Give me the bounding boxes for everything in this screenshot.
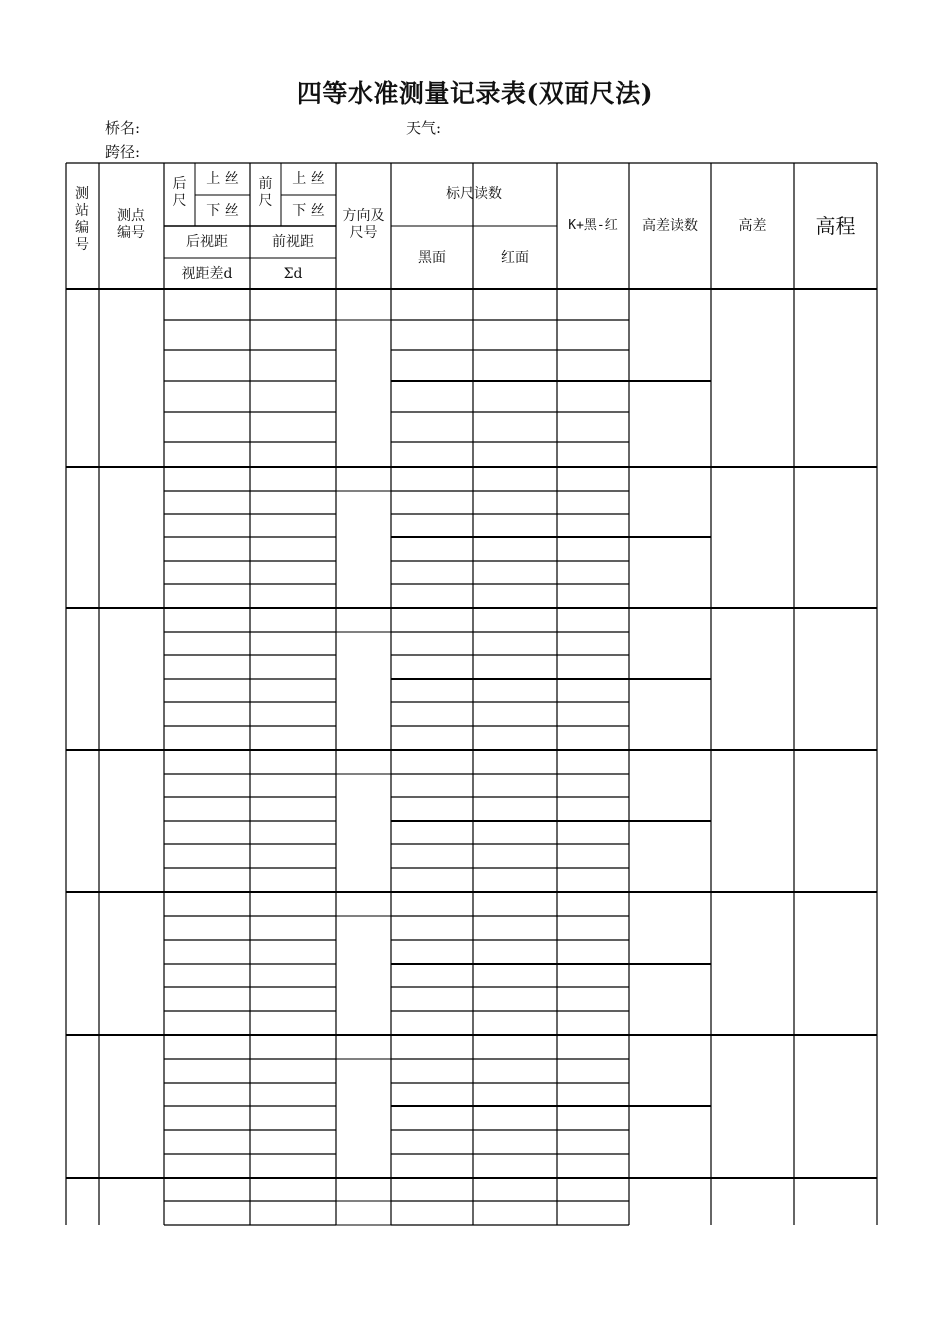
front-sight-distance-header: 前视距 xyxy=(272,234,314,250)
sum-d-header: Σd xyxy=(283,266,303,282)
point-number-header: 测点 编号 xyxy=(117,208,145,241)
elevation-header: 高程 xyxy=(815,214,856,238)
back-sight-distance-header: 后视距 xyxy=(186,234,228,250)
bridge-name-label: 桥名: xyxy=(105,119,141,137)
station-number-header: 测 站 编 号 xyxy=(75,186,89,253)
height-diff-reading-header: 高差读数 xyxy=(642,218,698,234)
direction-staff-number-header: 方向及 尺号 xyxy=(342,208,385,241)
page-title: 四等水准测量记录表(双面尺法) xyxy=(296,79,654,108)
back-lower-wire-header: 下 丝 xyxy=(206,203,239,219)
span-label: 跨径: xyxy=(105,143,141,161)
staff-reading-header: 标尺读数 xyxy=(446,186,502,202)
black-face-header: 黑面 xyxy=(418,250,446,266)
height-diff-header: 高差 xyxy=(738,218,767,234)
red-face-header: 红面 xyxy=(501,250,529,266)
front-staff-header: 前 尺 xyxy=(258,176,273,209)
weather-label: 天气: xyxy=(406,119,442,137)
back-upper-wire-header: 上 丝 xyxy=(206,171,239,187)
k-black-red-header: K+黑-红 xyxy=(568,218,618,233)
front-lower-wire-header: 下 丝 xyxy=(292,203,325,219)
sight-difference-header: 视距差d xyxy=(181,266,233,282)
back-staff-header: 后 尺 xyxy=(172,176,187,209)
front-upper-wire-header: 上 丝 xyxy=(292,171,325,187)
